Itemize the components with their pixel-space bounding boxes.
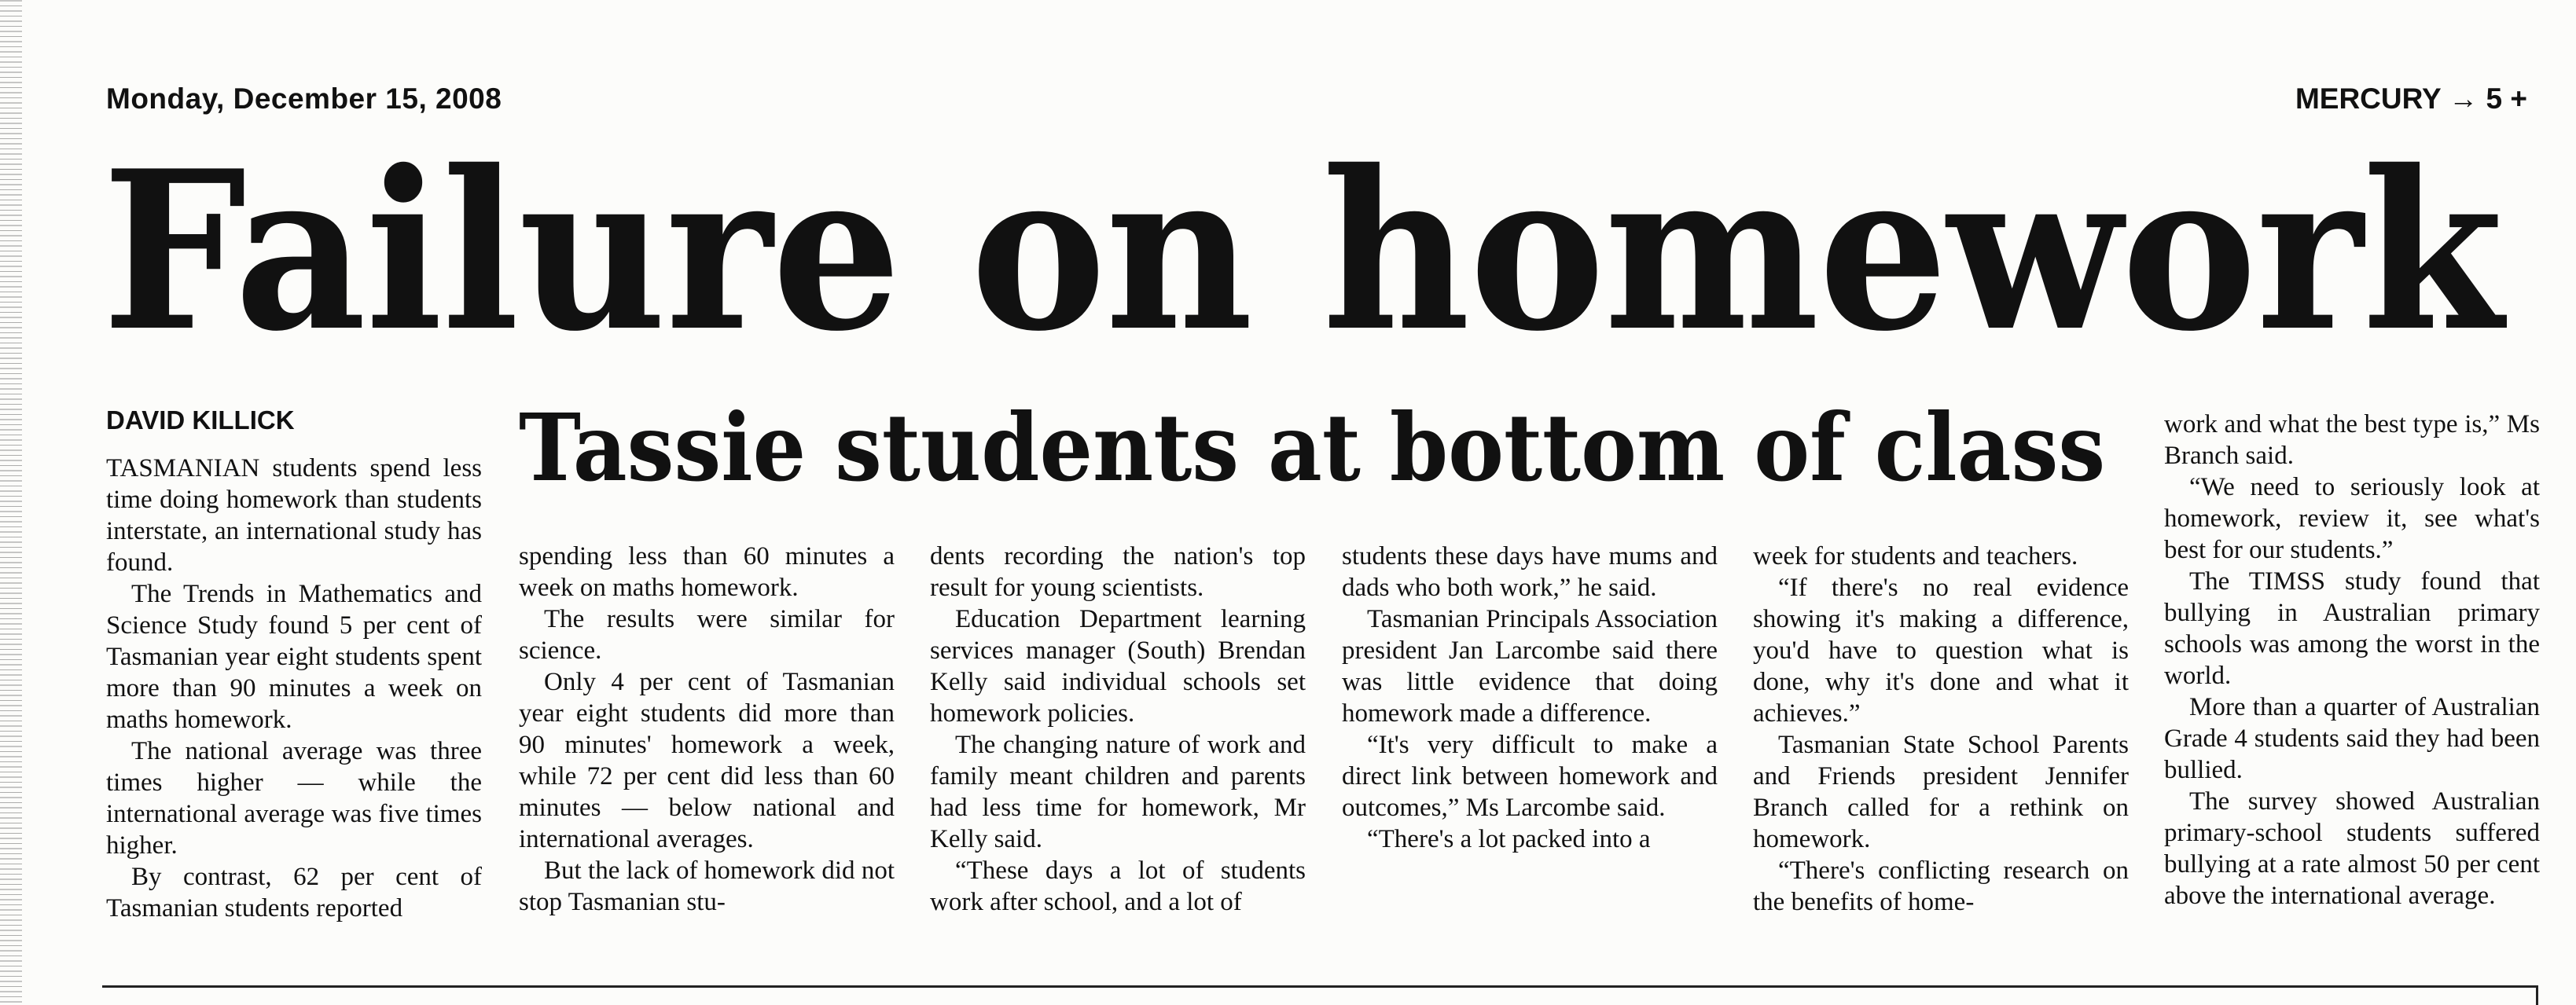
- bottom-rule-corner: [2536, 985, 2538, 1005]
- paragraph: The TIMSS study found that bullying in Australian primary schools was among the worst in the world.: [2164, 567, 2540, 690]
- dateline: Monday, December 15, 2008: [106, 83, 502, 115]
- paragraph: “It's very difficult to make a direct link between homework and outcomes,” Ms Larcombe said.: [1342, 731, 1718, 822]
- paragraph: The Trends in Mathematics and Science Study found 5 per cent of Tasmanian year eight students spent more than 90 minutes a week on maths homework.: [106, 580, 482, 734]
- paragraph: Tasmanian Principals Association president Jan Larcombe said there was little evidence that doing homework made a difference.: [1342, 605, 1718, 728]
- article-column-2: [519, 541, 895, 918]
- article-column-6: [2164, 409, 2540, 911]
- paragraph: “There's a lot packed into a: [1367, 825, 1651, 853]
- paragraph: “These days a lot of students work after school, and a lot of: [930, 856, 1306, 916]
- paragraph: More than a quarter of Australian Grade 4 students said they had been bullied.: [2164, 693, 2540, 784]
- byline: DAVID KILLICK: [106, 405, 295, 435]
- headline: Failure on homework: [102, 123, 2503, 380]
- bottom-rule: [102, 985, 2537, 988]
- article-column-4: [1342, 541, 1718, 855]
- paragraph: TASMANIAN students spend less time doing homework than students interstate, an international study has found.: [106, 454, 482, 577]
- article-column-5: [1753, 541, 2129, 918]
- masthead-page-number: MERCURY → 5 +: [2295, 83, 2527, 115]
- paragraph: dents recording the nation's top result for young scientists.: [930, 542, 1306, 602]
- article-column-1: [106, 453, 482, 924]
- paragraph: Education Department learning services manager (South) Brendan Kelly said individual schools set homework policies.: [930, 605, 1306, 728]
- paragraph: “If there's no real evidence showing it's making a difference, you'd have to question what is done, why it's done and what it achieves.”: [1753, 574, 2129, 728]
- article-column-3: [930, 541, 1306, 918]
- paragraph: Only 4 per cent of Tasmanian year eight students did more than 90 minutes' homework a week, while 72 per cent did less than 60 minutes — below national and international averages.: [519, 668, 895, 853]
- paragraph: “There's conflicting research on the benefits of home-: [1753, 856, 2129, 916]
- paragraph: spending less than 60 minutes a week on maths homework.: [519, 542, 895, 602]
- paragraph: The national average was three times higher — while the international average was five times higher.: [106, 737, 482, 860]
- paragraph: The changing nature of work and family meant children and parents had less time for homework, Mr Kelly said.: [930, 731, 1306, 853]
- paragraph: But the lack of homework did not stop Tasmanian stu-: [519, 856, 895, 916]
- scan-edge-speckle: [0, 0, 22, 1005]
- paragraph: week for students and teachers.: [1753, 542, 2078, 570]
- paragraph: The survey showed Australian primary-school students suffered bullying at a rate almost 50 per cent above the international average.: [2164, 787, 2540, 910]
- paragraph: By contrast, 62 per cent of Tasmanian students reported: [106, 863, 482, 922]
- subheadline: Tassie students at bottom of class: [519, 393, 2106, 502]
- paragraph: “We need to seriously look at homework, review it, see what's best for our students.”: [2164, 473, 2540, 564]
- paragraph: Tasmanian State School Parents and Friends president Jennifer Branch called for a rethink on homework.: [1753, 731, 2129, 853]
- paragraph: The results were similar for science.: [519, 605, 895, 665]
- paragraph: students these days have mums and dads who both work,” he said.: [1342, 542, 1718, 602]
- paragraph: work and what the best type is,” Ms Branch said.: [2164, 410, 2540, 470]
